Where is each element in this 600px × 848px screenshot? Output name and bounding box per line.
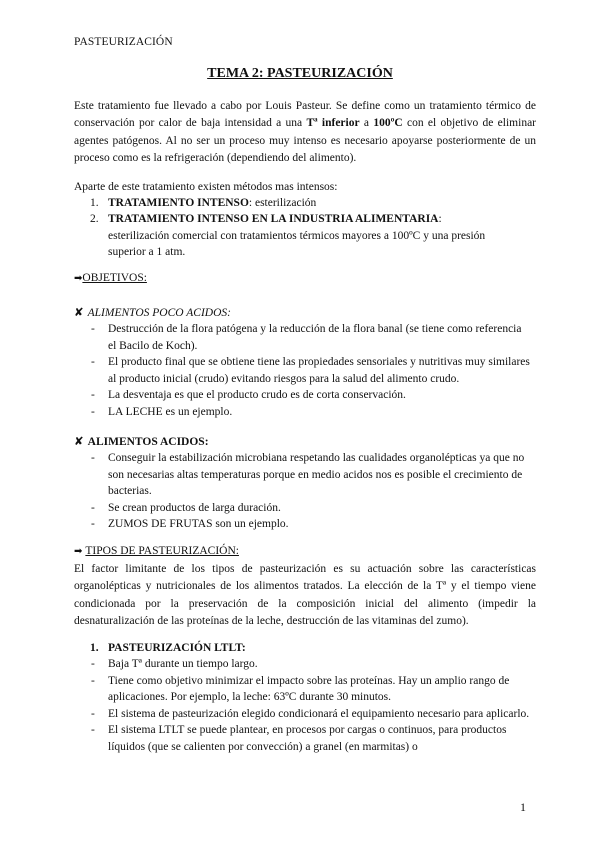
arrow-right-icon: ➡ xyxy=(74,273,83,284)
running-header: PASTEURIZACIÓN xyxy=(74,36,173,48)
list-item: - El producto final que se obtiene tiene las propiedades sensoriales y nutritivas muy similares al producto inicial (crudo) evitando riesgos para la salud del alimento crudo. xyxy=(91,356,530,385)
list-item: 1. TRATAMIENTO INTENSO: esterilización xyxy=(90,197,317,209)
list-item-continuation: esterilización comercial con tratamientos térmicos mayores a 100ºC y una presión xyxy=(108,229,486,242)
objetivos-heading: ➡OBJETIVOS: xyxy=(74,272,147,284)
bold-inferior: Tª inferior xyxy=(306,117,360,130)
cross-mark-icon: ✘ xyxy=(74,434,84,448)
poco-acidos-heading: ✘ ALIMENTOS POCO ACIDOS: xyxy=(74,305,231,319)
list-item: - El sistema LTLT se puede plantear, en procesos por cargas o continuos, para productos líquidos (que se calienten por convección) a granel (en marmitas) o xyxy=(91,724,507,753)
methods-list xyxy=(90,195,530,260)
list-item: - Destrucción de la flora patógena y la reducción de la flora banal (se tiene como referencia el Bacilo de Koch). xyxy=(91,323,522,352)
page-title: TEMA 2: PASTEURIZACIÓN xyxy=(207,66,393,81)
ltlt-heading: 1. PASTEURIZACIÓN LTLT: xyxy=(90,642,246,654)
bold-temperature: 100ºC xyxy=(373,117,403,130)
methods-lead: Aparte de este tratamiento existen métodos mas intensos: xyxy=(74,181,338,193)
poco-acidos-list xyxy=(91,321,531,420)
list-item: - Baja Tª durante un tiempo largo. xyxy=(91,658,258,670)
list-item-continuation: superior a 1 atm. xyxy=(108,245,186,258)
acidos-list xyxy=(91,450,531,533)
list-item: - LA LECHE es un ejemplo. xyxy=(91,405,233,418)
list-item: - ZUMOS DE FRUTAS son un ejemplo. xyxy=(91,518,289,530)
tipos-paragraph: El factor limitante de los tipos de pasteurización es su actuación sobre las características organolépticas y nutricionales de los alimentos tratados. La elección de la Tª y el tiempo viene condicionada por la preservación de la composición inicial del alimento (impedir la desnaturalización de las proteínas de la leche, destrucción de las vitaminas del zumo). xyxy=(74,563,536,627)
arrow-right-icon: ➡ xyxy=(74,546,83,557)
intro-paragraph: Este tratamiento fue llevado a cabo por Louis Pasteur. Se define como un tratamiento térmico de conservación por calor de baja intensidad a una Tª inferior a 100ºC con el objetivo de eliminar agentes patógenos. Al no ser un proceso muy intenso es necesario apoyarse posteriormente de un proceso como es la refrigeración (dependiendo del alimento). xyxy=(74,100,536,164)
list-item: - Conseguir la estabilización microbiana respetando las cualidades organolépticas ya que no son necesarias altas temperaturas porque en medio acidos nos es posible el crecimiento de bacterias. xyxy=(91,452,525,497)
list-item: - La desventaja es que el producto crudo es de corta conservación. xyxy=(91,389,406,401)
list-item: 2. TRATAMIENTO INTENSO EN LA INDUSTRIA ALIMENTARIA: xyxy=(90,213,442,226)
acidos-heading: ✘ ALIMENTOS ACIDOS: xyxy=(74,434,209,448)
page-number: 1 xyxy=(520,800,526,814)
list-item: - Tiene como objetivo minimizar el impacto sobre las proteínas. Hay un amplio rango de aplicaciones. Por ejemplo, la leche: 63ºC durante 30 minutos. xyxy=(91,674,510,703)
cross-mark-icon: ✘ xyxy=(74,305,84,319)
list-item: - Se crean productos de larga duración. xyxy=(91,501,281,514)
list-item: - El sistema de pasteurización elegido condicionará el equipamiento necesario para aplicarlo. xyxy=(91,707,530,720)
ltlt-list xyxy=(91,656,531,755)
tipos-heading: ➡ TIPOS DE PASTEURIZACIÓN: xyxy=(74,545,239,557)
